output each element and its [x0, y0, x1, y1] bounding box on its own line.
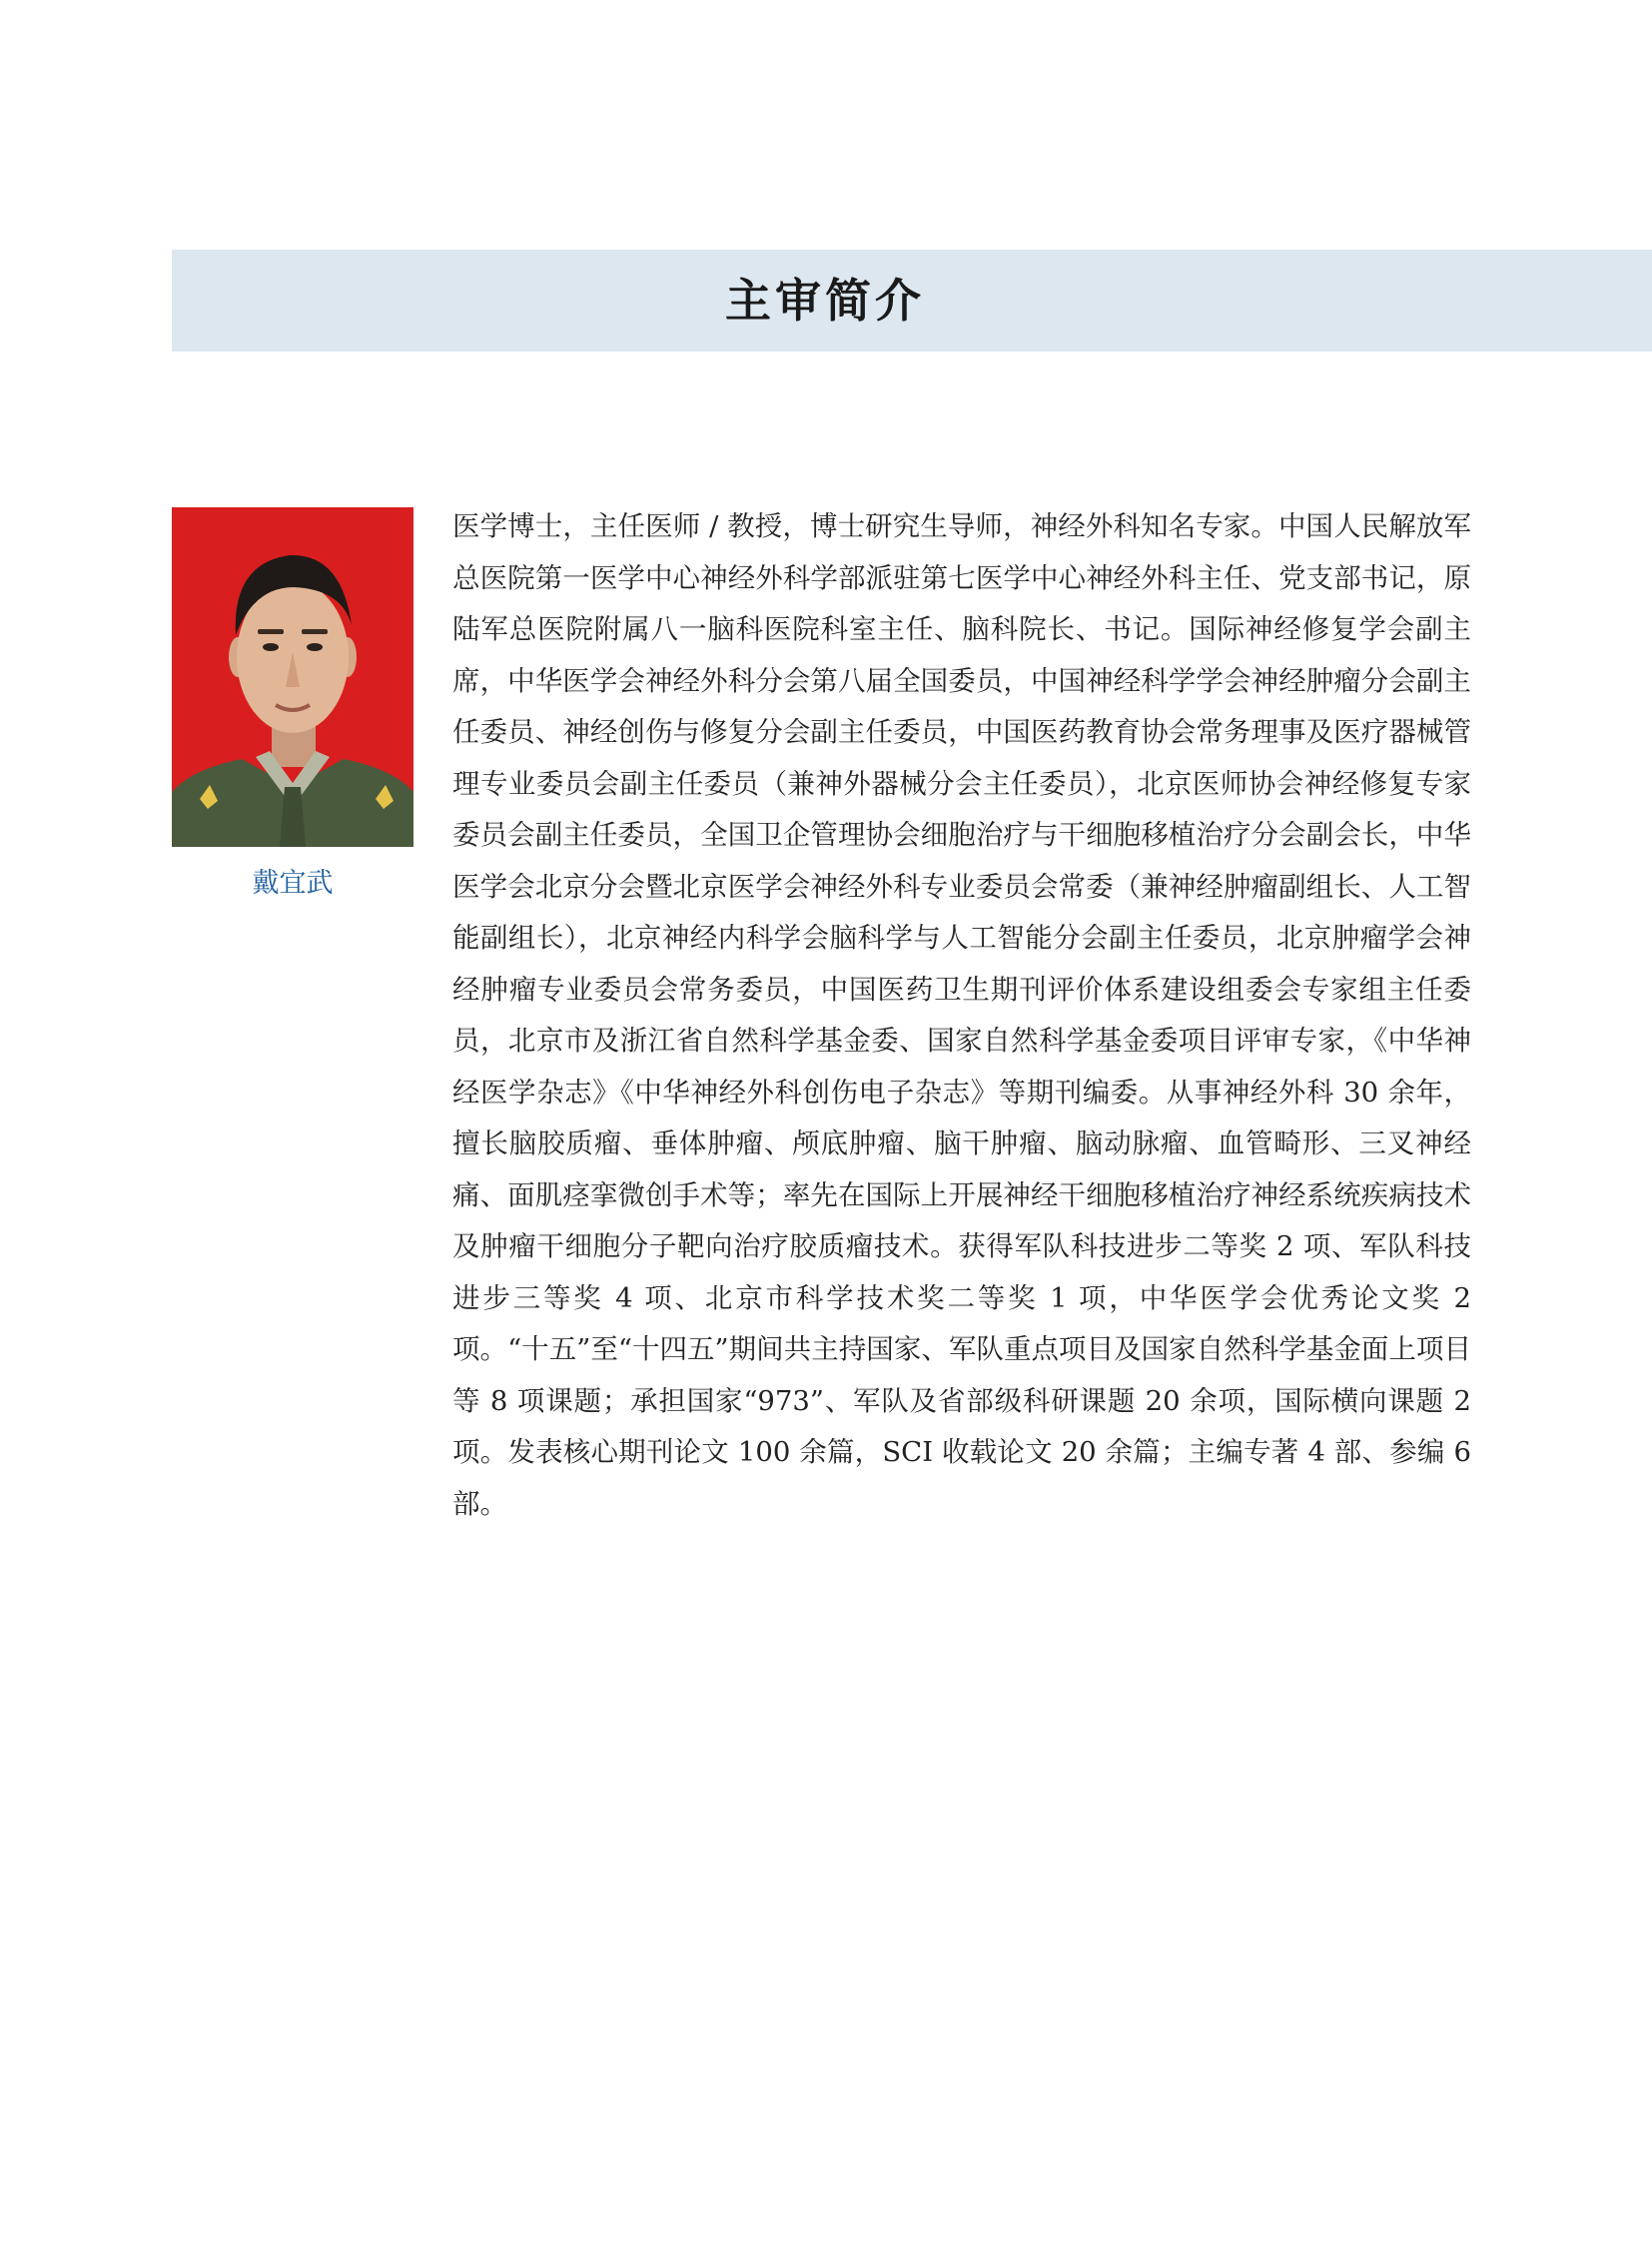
reviewer-biography: 医学博士，主任医师 / 教授，博士研究生导师，神经外科知名专家。中国人民解放军总医院第一医学中心神经外科学部派驻第七医学中心神经外科主任、党支部书记，原陆军总医院附属八一脑科医院科室主任、脑科院长、书记。国际神经修复学会副主席，中华医学会神经外科分会第八届全国委员，中国神经科学学会神经肿瘤分会副主任委员、神经创伤与修复分会副主任委员，中国医药教育协会常务理事及医疗器械管理专业委员会副主任委员（兼神外器械分会主任委员），北京医师协会神经修复专家委员会副主任委员，全国卫企管理协会细胞治疗与干细胞移植治疗分会副会长，中华医学会北京分会暨北京医学会神经外科专业委员会常委（兼神经肿瘤副组长、人工智能副组长），北京神经内科学会脑科学与人工智能分会副主任委员，北京肿瘤学会神经肿瘤专业委员会常务委员，中国医药卫生期刊评价体系建设组委会专家组主任委员，北京市及浙江省自然科学基金委、国家自然科学基金委项目评审专家，《中华神经医学杂志》《中华神经外科创伤电子杂志》等期刊编委。从事神经外科 30 余年，擅长脑胶质瘤、垂体肿瘤、颅底肿瘤、脑干肿瘤、脑动脉瘤、血管畸形、三叉神经痛、面肌痉挛微创手术等；率先在国际上开展神经干细胞移植治疗神经系统疾病技术及肿瘤干细胞分子靶向治疗胶质瘤技术。获得军队科技进步二等奖 2 项、军队科技进步三等奖 4 项、北京市科学技术奖二等奖 1 项，中华医学会优秀论文奖 2 项。“十五”至“十四五”期间共主持国家、军队重点项目及国家自然科学基金面上项目等 8 项课题；承担国家“973”、军队及省部级科研课题 20 余项，国际横向课题 2 项。发表核心期刊论文 100 余篇，SCI 收载论文 20 余篇；主编专著 4 部、参编 6 部。 — [452, 510, 1471, 1520]
page-title: 主审简介 — [725, 274, 925, 328]
reviewer-name: 戴宜武 — [252, 868, 334, 899]
portrait-photo — [172, 507, 413, 847]
header-band — [172, 250, 1652, 352]
portrait-illustration — [172, 507, 413, 847]
